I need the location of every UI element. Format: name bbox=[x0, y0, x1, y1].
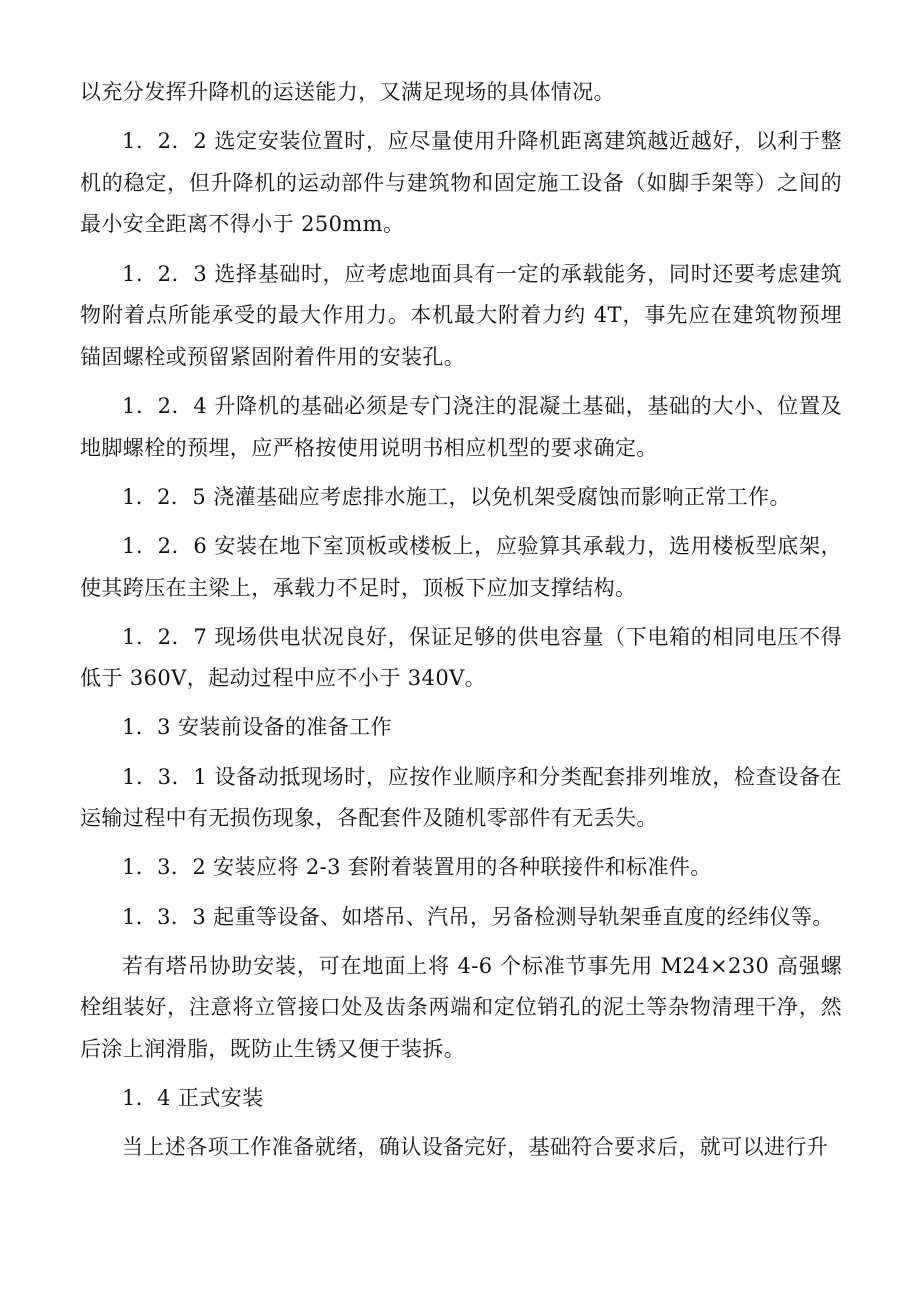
paragraph-1-2-4: 1．2．4 升降机的基础必须是专门浇注的混凝土基础，基础的大小、位置及地脚螺栓的预埋，应严格按使用说明书相应机型的要求确定。 bbox=[80, 393, 842, 460]
paragraph-1-3-3: 1．3．3 起重等设备、如塔吊、汽吊，另备检测导轨架垂直度的经纬仪等。 bbox=[122, 904, 834, 929]
paragraph-installation-start: 当上述各项工作准备就绪，确认设备完好，基础符合要求后，就可以进行升 bbox=[122, 1135, 829, 1160]
paragraph-1-2-6: 1．2．6 安装在地下室顶板或楼板上，应验算其承载力，选用楼板型底架，使其跨压在主梁上，承载力不足时，顶板下应加支撑结构。 bbox=[80, 533, 842, 600]
paragraph-1-3-1: 1．3．1 设备动抵现场时，应按作业顺序和分类配套排列堆放，检查设备在运输过程中有无损伤现象，各配套件及随机零部件有无丢失。 bbox=[80, 764, 842, 831]
paragraph-1-2-5: 1．2．5 浇灌基础应考虑排水施工，以免机架受腐蚀而影响正常工作。 bbox=[122, 484, 791, 509]
paragraph-tower-crane: 若有塔吊协助安装，可在地面上将 4-6 个标准节事先用 M24×230 高强螺栓组装好，注意将立管接口处及齿条两端和定位销孔的泥土等杂物清理干净，然后涂上润滑脂，既防止生锈又便于装拆。 bbox=[80, 953, 842, 1061]
paragraph-1-2-7: 1．2．7 现场供电状况良好，保证足够的供电容量（下电箱的相同电压不得低于 360V，起动过程中应不小于 340V。 bbox=[80, 624, 842, 691]
paragraph-1-2-2: 1．2．2 选定安装位置时，应尽量使用升降机距离建筑越近越好，以利于整机的稳定，但升降机的运动部件与建筑物和固定施工设备（如脚手架等）之间的最小安全距离不得小于 250mm。 bbox=[80, 129, 842, 237]
document-body bbox=[80, 72, 842, 1177]
paragraph-1-3-2: 1．3．2 安装应将 2-3 套附着装置用的各种联接件和标准件。 bbox=[122, 855, 712, 880]
paragraph-continuation: 以充分发挥升降机的运送能力，又满足现场的具体情况。 bbox=[80, 80, 615, 104]
section-heading-1-4: 1．4 正式安装 bbox=[122, 1086, 264, 1111]
section-heading-1-3: 1．3 安装前设备的准备工作 bbox=[122, 715, 392, 740]
paragraph-1-2-3: 1．2．3 选择基础时，应考虑地面具有一定的承载能务，同时还要考虑建筑物附着点所能承受的最大作用力。本机最大附着力约 4T，事先应在建筑物预埋锚固螺栓或预留紧固附着件用的安装孔。 bbox=[80, 261, 842, 369]
